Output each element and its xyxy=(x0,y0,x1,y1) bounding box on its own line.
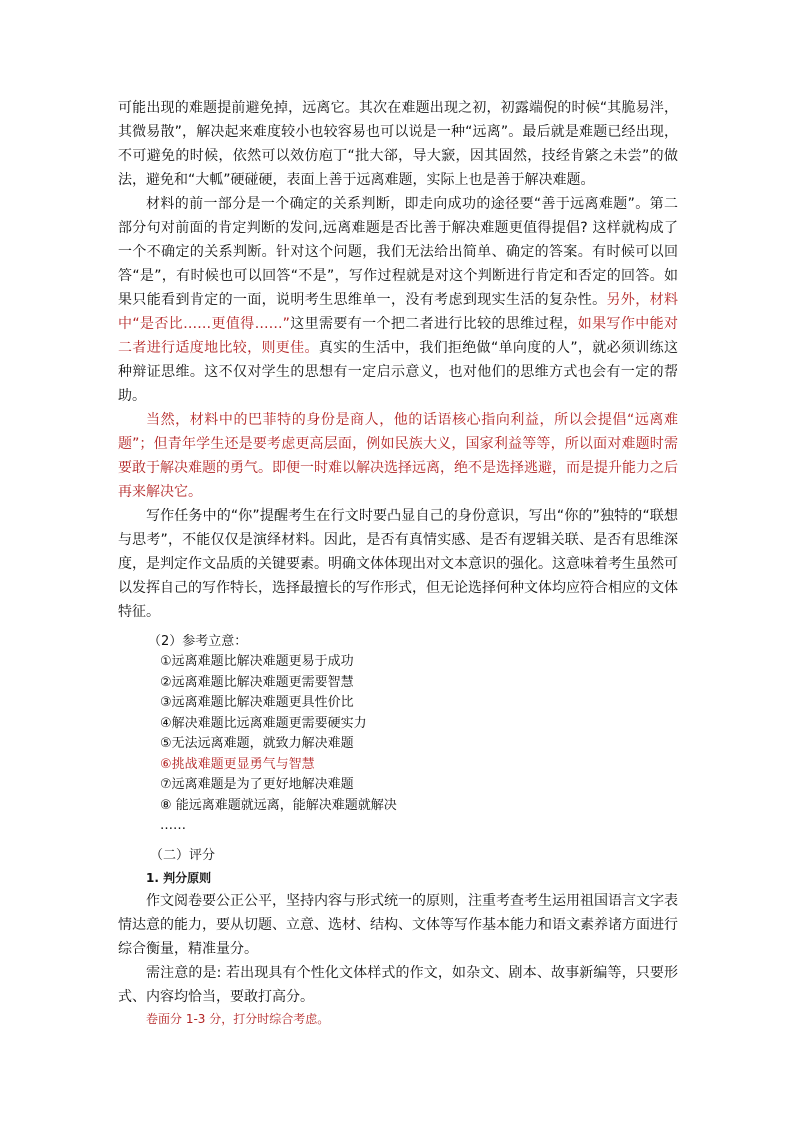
neatness-score: 卷面分 1-3 分，打分时综合考虑。 xyxy=(146,1011,330,1026)
paragraph-1: 可能出现的难题提前避免掉，远离它。其次在难题出现之初，初露端倪的时候“其脆易泮，其微易散”，解决起来难度较小也较容易也可以说是一种“远离”。最后就是难题已经出现，不可避免的时候，依然可以效仿庖丁“批大郤，导大窾，因其固然，技经肯綮之未尝”的做法，避免和“大軱”硬碰硬，表面上善于远离难题，实际上也是善于解决难题。 xyxy=(118,100,678,188)
paragraph-2-tail: 真实的生活中，我们拒绝做“单向度的人”，就必须训练这种辩证思维。这不仅对学生的思想有一定启示意义，也对他们的思维方式也会有一定的帮助。 xyxy=(118,340,678,404)
reference-ellipsis: …… xyxy=(160,818,186,833)
document-page xyxy=(118,96,678,1029)
reference-list xyxy=(118,652,678,837)
paragraph-2-middle: 这里需要有一个把二者进行比较的思维过程， xyxy=(289,316,578,332)
principle-title: 1. 判分原则 xyxy=(146,870,212,885)
paragraph-4: 写作任务中的“你”提醒考生在行文时要凸显自己的身份意识，写出“你的”独特的“联想与思考”，不能仅仅是演绎材料。因此，是否有真情实感、是否有逻辑关联、是否有思维深度，是判定作文品质的关键要素。明确文体体现出对文本意识的强化。这意味着考生虽然可以发挥自己的写作特长，选择最擅长的写作形式，但无论选择何种文体均应符合相应的文体特征。 xyxy=(118,508,678,620)
reference-item: ⑤无法远离难题，就致力解决难题 xyxy=(160,736,354,751)
reference-item-highlight: ⑥挑战难题更显勇气与智慧 xyxy=(160,756,315,772)
principle-text: 作文阅卷要公正公平，坚持内容与形式统一的原则，注重考查考生运用祖国语言文字表情达意的能力，要从切题、立意、选材、结构、文体等写作基本能力和语文素养诸方面进行综合衡量，精准量分。 xyxy=(118,892,678,957)
paragraph-2-highlight-1: 另外，材料中“是否比……更值得……” xyxy=(118,292,679,332)
scoring-heading: （二）评分 xyxy=(150,847,216,863)
note-text: 需注意的是: 若出现具有个性化文体样式的作文，如杂文、剧本、故事新编等，只要形式、内容均恰当，要敢打高分。 xyxy=(118,964,678,1005)
paragraph-2-highlight-2: 如果写作中能对二者进行适度地比较，则更佳。 xyxy=(118,316,679,356)
reference-item: ①远离难题比解决难题更易于成功 xyxy=(160,654,354,669)
reference-item: ③远离难题比解决难题更具性价比 xyxy=(160,695,354,710)
reference-item: ⑧ 能远离难题就远离，能解决难题就解决 xyxy=(160,797,397,813)
paragraph-2 xyxy=(118,192,678,408)
reference-item: ②远离难题比解决难题更需要智慧 xyxy=(160,674,354,690)
reference-item: ④解决难题比远离难题更需要硬实力 xyxy=(160,715,367,731)
paragraph-2-main: 材料的前一部分是一个确定的关系判断，即走向成功的途径要“善于远离难题”。第二部分句对前面的肯定判断的发问,远离难题是否比善于解决难题更值得提倡? 这样就构成了一个不确定的关系判断。针对这个问题，我们无法给出简单、确定的答案。有时候可以回答“是”，有时候也可以回答“不是”，写作过程就是对这个判断进行肯定和否定的回答。如果只能看到肯定的一面，说明考生思维单一，没有考虑到现实生活的复杂性。 xyxy=(118,196,678,308)
paragraph-3: 当然，材料中的巴菲特的身份是商人，他的话语核心指向利益，所以会提倡“远离难题”；但青年学生还是要考虑更高层面，例如民族大义，国家利益等等，所以面对难题时需要敢于解决难题的勇气。即便一时难以解决选择远离，绝不是选择逃避，而是提升能力之后再来解决它。 xyxy=(118,412,678,500)
reference-item: ⑦远离难题是为了更好地解决难题 xyxy=(160,777,354,792)
reference-heading: （2）参考立意： xyxy=(148,634,248,649)
